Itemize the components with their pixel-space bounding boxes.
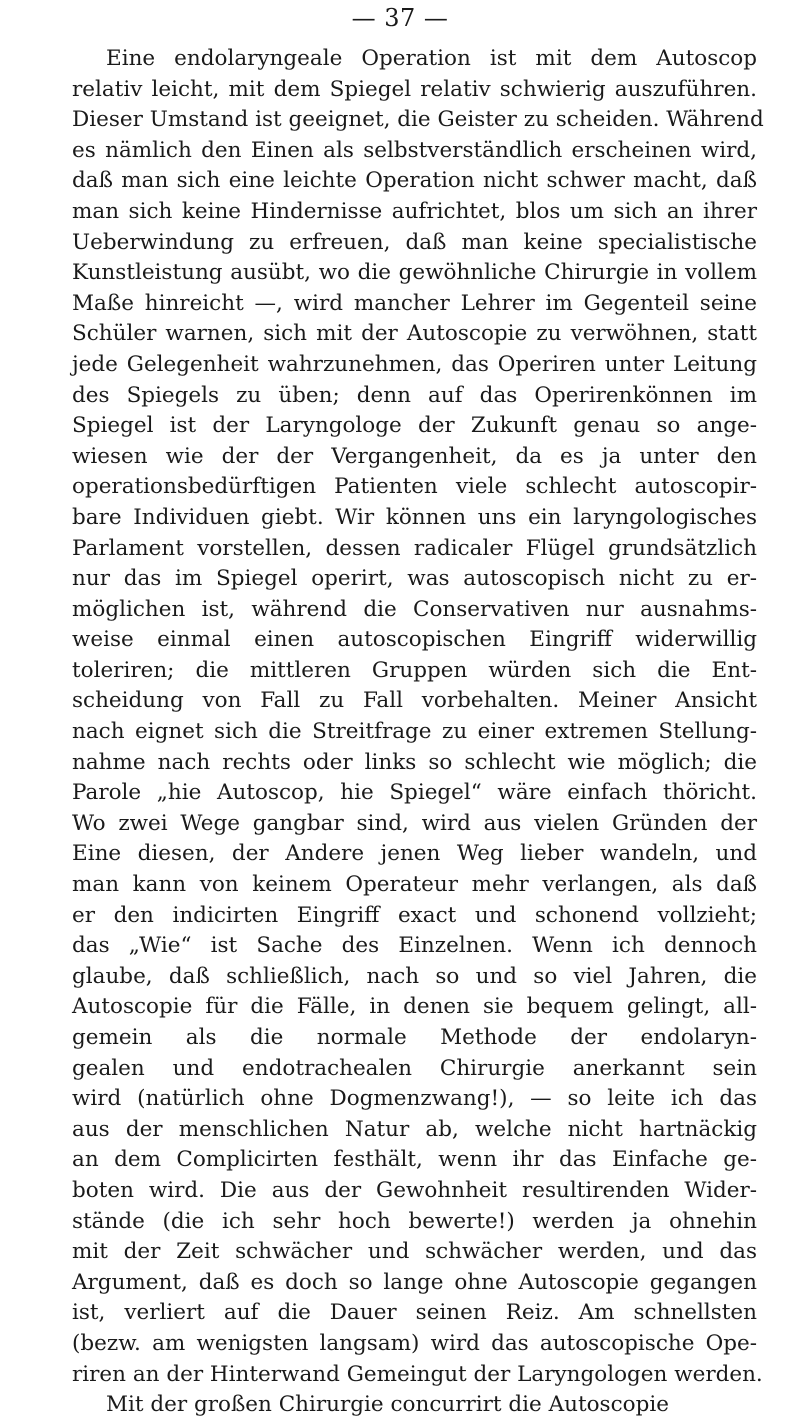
text-line: möglichen ist, während die Conservativen nur ausnahms- [72,596,757,622]
text-line: Schüler warnen, sich mit der Autoscopie zu verwöhnen, statt [72,321,757,347]
text-line: Maße hinreicht —, wird mancher Lehrer im Gegenteil seine [72,290,757,316]
text-line: ist, verliert auf die Dauer seinen Reiz. Am schnellsten [72,1300,757,1326]
text-line: Wo zwei Wege gangbar sind, wird aus vielen Gründen der [72,810,757,836]
text-line: aus der menschlichen Natur ab, welche nicht hartnäckig [72,1116,757,1142]
text-line: Dieser Umstand ist geeignet, die Geister zu scheiden. Während [72,107,764,133]
text-line: es nämlich den Einen als selbstverständlich erscheinen wird, [72,137,757,163]
text-line: bare Individuen giebt. Wir können uns ein laryngologisches [72,504,757,530]
text-line: er den indicirten Eingriff exact und schonend vollzieht; [72,902,757,928]
text-line: Kunstleistung ausübt, wo die gewöhnliche Chirurgie in vollem [72,260,757,286]
text-line: man kann von keinem Operateur mehr verlangen, als daß [72,872,757,898]
text-line: des Spiegels zu üben; denn auf das Operirenkönnen im [72,382,757,408]
text-line: man sich keine Hindernisse aufrichtet, blos um sich an ihrer [72,198,757,224]
text-line: mit der Zeit schwächer und schwächer werden, und das [72,1239,757,1265]
text-line: riren an der Hinterwand Gemeingut der Laryngologen werden. [72,1361,763,1387]
text-line: das „Wie“ ist Sache des Einzelnen. Wenn ich dennoch [72,933,757,959]
text-line: gealen und endotrachealen Chirurgie anerkannt sein [72,1055,757,1081]
text-line: Eine endolaryngeale Operation ist mit dem Autoscop [106,46,757,71]
text-line: (bezw. am wenigsten langsam) wird das autoscopische Ope- [72,1330,757,1356]
page-number: — 37 — [351,4,449,32]
text-line: toleriren; die mittleren Gruppen würden sich die Ent- [72,657,757,683]
text-line: an dem Complicirten festhält, wenn ihr das Einfache ge- [72,1147,757,1173]
text-line: Spiegel ist der Laryngologe der Zukunft genau so ange- [72,413,757,439]
text-line: Mit der großen Chirurgie concurrirt die Autoscopie [106,1392,669,1418]
text-line: Eine diesen, der Andere jenen Weg lieber wandeln, und [72,841,757,867]
text-line: weise einmal einen autoscopischen Eingriff widerwillig [72,627,757,653]
text-line: Parlament vorstellen, dessen radicaler Flügel grundsätzlich [72,535,757,561]
text-line: relativ leicht, mit dem Spiegel relativ schwierig auszuführen. [72,76,757,102]
text-line: Ueberwindung zu erfreuen, daß man keine specialistische [72,229,757,255]
text-line: wird (natürlich ohne Dogmenzwang!), — so leite ich das [72,1086,757,1112]
text-line: scheidung von Fall zu Fall vorbehalten. Meiner Ansicht [72,688,757,714]
text-line: wiesen wie der der Vergangenheit, da es ja unter den [72,443,757,469]
body-text [72,44,764,1421]
text-line: operationsbedürftigen Patienten viele schlecht autoscopir- [72,474,757,500]
text-line: nur das im Spiegel operirt, was autoscopisch nicht zu er- [72,566,757,592]
text-line: stände (die ich sehr hoch bewerte!) werden ja ohnehin [72,1208,757,1234]
text-line: Autoscopie für die Fälle, in denen sie bequem gelingt, all- [72,994,757,1020]
text-line: jede Gelegenheit wahrzunehmen, das Operiren unter Leitung [72,351,757,377]
text-line: boten wird. Die aus der Gewohnheit resultirenden Wider- [72,1177,757,1203]
text-line: Parole „hie Autoscop, hie Spiegel“ wäre einfach thöricht. [72,780,757,806]
text-line: nach eignet sich die Streitfrage zu einer extremen Stellung- [72,719,757,745]
text-line: daß man sich eine leichte Operation nicht schwer macht, daß [72,168,757,194]
text-line: nahme nach rechts oder links so schlecht wie möglich; die [72,749,757,775]
text-line: gemein als die normale Methode der endolaryn- [72,1025,757,1050]
text-line: glaube, daß schließlich, nach so und so viel Jahren, die [72,963,757,989]
text-line: Argument, daß es doch so lange ohne Autoscopie gegangen [72,1269,757,1295]
